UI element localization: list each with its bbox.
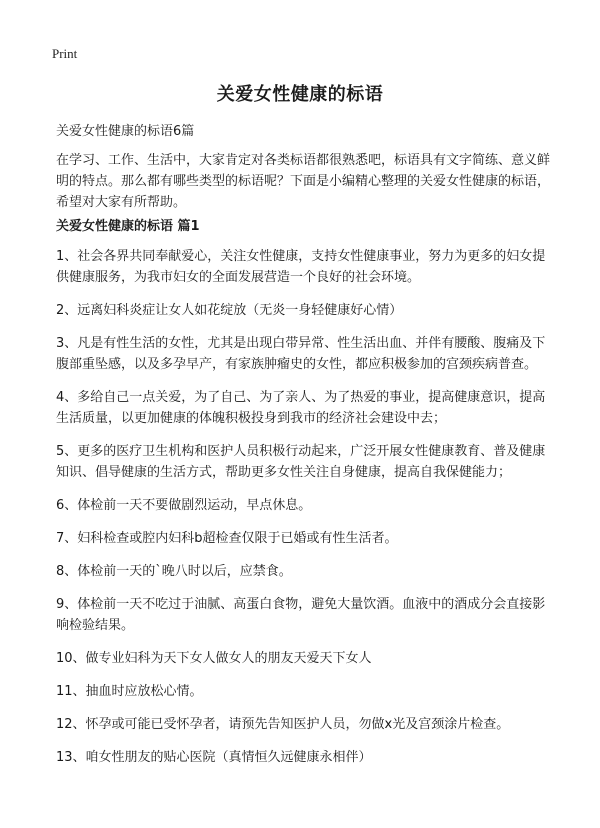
list-item: 7、妇科检查或腔内妇科b超检查仅限于已婚或有性生活者。: [56, 531, 398, 546]
list-item: 11、抽血时应放松心情。: [56, 684, 203, 699]
section-heading: 关爱女性健康的标语 篇1: [56, 219, 200, 234]
list-item: 8、体检前一天的`晚八时以后，应禁食。: [56, 564, 292, 579]
list-item: 12、怀孕或可能已受怀孕者，请预先告知医护人员，勿做x光及宫颈涂片检查。: [56, 717, 510, 732]
list-item: 2、远离妇科炎症让女人如花绽放（无炎一身轻健康好心情）: [56, 303, 403, 318]
list-item: 10、做专业妇科为天下女人做女人的朋友天爱天下女人: [56, 651, 372, 666]
list-item: 4、多给自己一点关爱，为了自己、为了亲人、为了热爱的事业，提高健康意识，提高生活质量，以更加健康的体魄积极投身到我市的经济社会建设中去；: [56, 390, 546, 426]
list-item: 6、体检前一天不要做剧烈运动，早点休息。: [56, 498, 312, 513]
slogan-list: [56, 246, 554, 780]
list-item: 1、社会各界共同奉献爱心，关注女性健康，支持女性健康事业，努力为更多的妇女提供健康服务，为我市妇女的全面发展营造一个良好的社会环境。: [56, 249, 546, 285]
list-item: 9、体检前一天不吃过于油腻、高蛋白食物，避免大量饮酒。血液中的酒成分会直接影响检验结果。: [56, 597, 546, 633]
page-title: 关爱女性健康的标语: [216, 84, 384, 105]
list-item: 13、咱女性朋友的贴心医院（真情恒久远健康永相伴）: [56, 750, 372, 765]
document-subtitle: 关爱女性健康的标语6篇: [56, 124, 195, 139]
list-item: 3、凡是有性生活的女性，尤其是出现白带异常、性生活出血、并伴有腰酸、腹痛及下腹部重坠感，以及多孕早产，有家族肿瘤史的女性，都应积极参加的宫颈疾病普查。: [56, 336, 546, 372]
list-item: 5、更多的医疗卫生机构和医护人员积极行动起来，广泛开展女性健康教育、普及健康知识、倡导健康的生活方式，帮助更多女性关注自身健康，提高自我保健能力；: [56, 444, 546, 480]
print-label[interactable]: Print: [52, 46, 78, 61]
intro-paragraph: 在学习、工作、生活中，大家肯定对各类标语都很熟悉吧，标语具有文字简练、意义鲜明的特点。那么都有哪些类型的标语呢？下面是小编精心整理的关爱女性健康的标语，希望对大家有所帮助。: [56, 153, 551, 210]
